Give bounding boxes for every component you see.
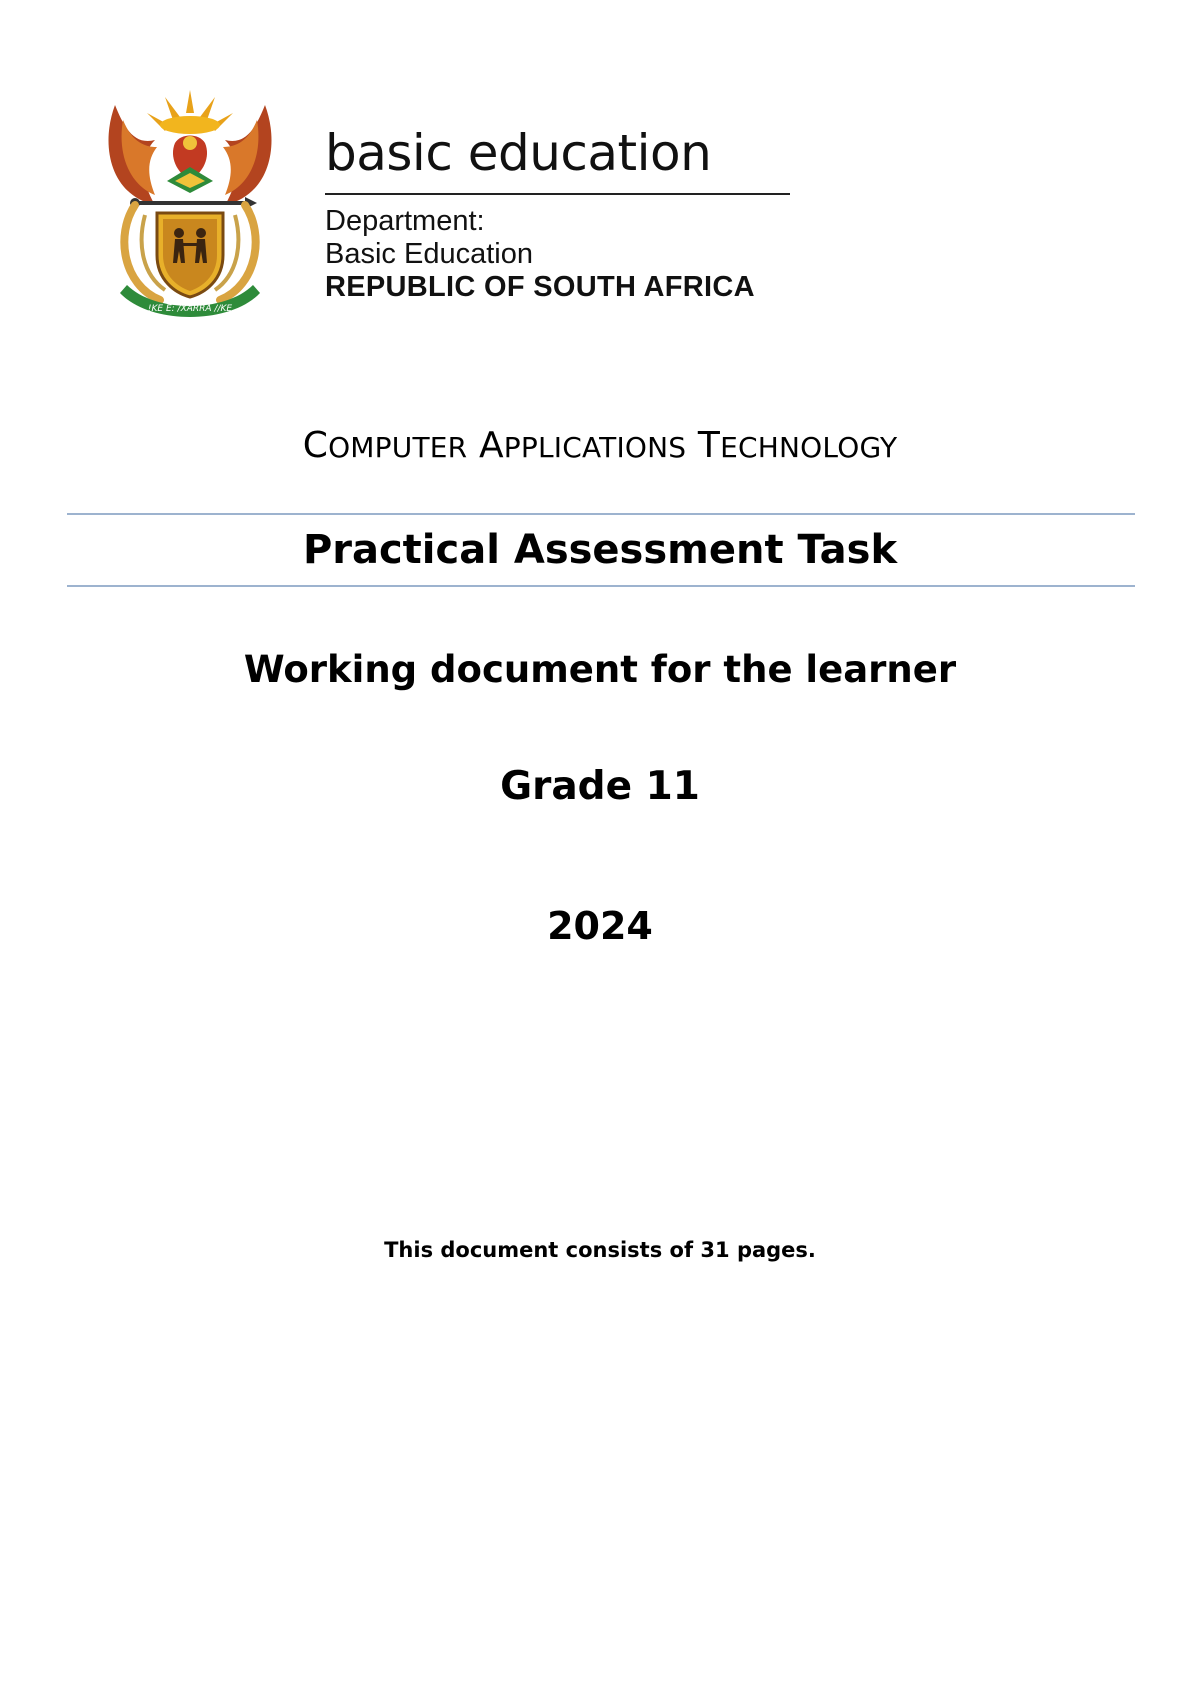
subject-rest: ECHNOLOGY <box>720 431 898 464</box>
subject-rest: OMPUTER <box>328 431 468 464</box>
department-label: Department: <box>325 205 485 237</box>
country-name: REPUBLIC OF SOUTH AFRICA <box>325 271 755 303</box>
department-wordmark: basic education <box>325 124 712 182</box>
subject-initial: C <box>302 425 329 466</box>
subject-initial: A <box>478 425 504 466</box>
subject-title <box>0 425 1200 466</box>
title-rule-bottom <box>67 585 1135 587</box>
wordmark-underline <box>325 193 790 195</box>
year-label: 2024 <box>547 904 653 948</box>
subject-initial: T <box>697 425 721 466</box>
grade-label: Grade 11 <box>500 764 700 809</box>
document-title: Practical Assessment Task <box>302 527 898 573</box>
page-count-note: This document consists of 31 pages. <box>384 1238 816 1262</box>
title-rule-top <box>67 513 1135 515</box>
document-subtitle: Working document for the learner <box>243 648 957 691</box>
svg-text:!KE E: /XARRA //KE: !KE E: /XARRA //KE <box>147 304 233 314</box>
subject-rest: PPLICATIONS <box>503 431 687 464</box>
coat-of-arms-icon <box>95 85 285 325</box>
department-name: Basic Education <box>325 238 533 270</box>
